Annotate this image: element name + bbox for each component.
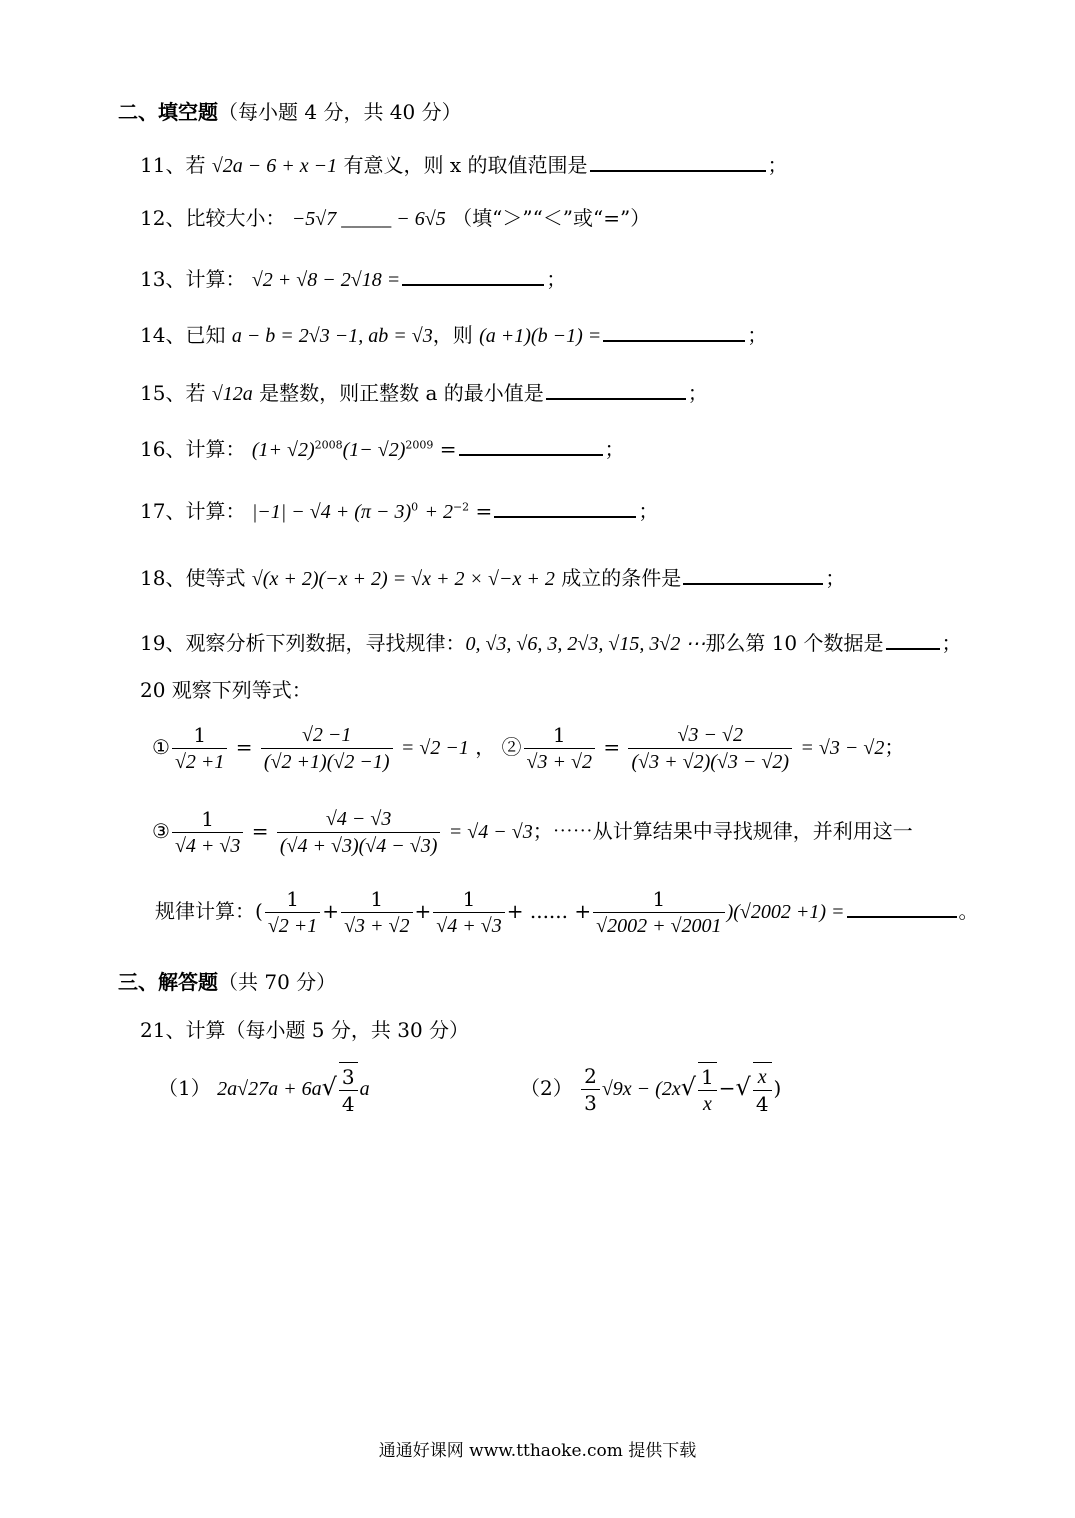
answer-blank[interactable] [459, 436, 603, 456]
numerator: 1 [172, 722, 227, 749]
question-text: （填“＞”“＜”或“=”） [452, 206, 651, 230]
section2-heading [118, 100, 462, 124]
question-18 [140, 565, 845, 591]
part-label: （2） [520, 1076, 573, 1100]
question-20-equations-row2: ③ $\frac{1}{√4 + √3}$ = $\frac{√4 - √3}{(√4 + √3)(√4 - √3)}$ = √4 − √3；⋯⋯从计算结果中寻找规律，并利用这一 [152, 807, 913, 857]
punctuation: ； [767, 153, 788, 177]
answer-blank[interactable] [590, 152, 766, 172]
answer-blank[interactable] [494, 498, 636, 518]
denominator: √4 + √3 [436, 915, 502, 937]
question-20-rule [155, 886, 979, 939]
section2-title: 二、填空题 [118, 100, 218, 124]
equals-sign: = [475, 499, 493, 523]
result: = √4 − √3 [448, 821, 533, 843]
question-text: 有意义，则 x 的取值范围是 [343, 153, 588, 177]
section3-heading [118, 970, 336, 994]
question-text: 若 [185, 153, 206, 177]
page-footer: 通通好课网 www.tthaoke.com 提供下载 [378, 1441, 697, 1461]
fraction [698, 1062, 717, 1117]
question-text: 那么第 10 个数据是 [705, 631, 884, 655]
numerator: 1 [698, 1064, 717, 1091]
fraction [524, 722, 595, 775]
answer-blank[interactable] [683, 565, 823, 585]
equals-sign: = [439, 437, 457, 461]
question-number: 11、 [140, 153, 186, 177]
math-expression: 2a√27a + 6a [217, 1078, 322, 1100]
denominator: √2 +1 [174, 751, 225, 773]
fraction [277, 806, 441, 859]
math-expression: √(x + 2)(−x + 2) = √x + 2 × √−x + 2 [251, 568, 555, 590]
denominator: √2 +1 [267, 915, 318, 937]
fraction [172, 806, 243, 859]
fraction [433, 886, 504, 939]
math-expression: + 2 [424, 501, 453, 523]
question-text: 20 观察下列等式： [140, 678, 312, 702]
fraction [261, 722, 393, 775]
part-label: （1） [158, 1076, 211, 1100]
numerator: 1 [593, 886, 724, 913]
question-number: 13、 [140, 267, 186, 291]
math-expression: √9x − (2x [601, 1078, 681, 1100]
punctuation: ； [638, 499, 659, 523]
question-text: 规律计算： [155, 899, 255, 923]
circled-number: ② [501, 735, 522, 759]
fraction [339, 1062, 358, 1117]
numerator: 1 [524, 722, 595, 749]
question-text: 计算： [185, 499, 246, 523]
denominator: 3 [584, 1091, 597, 1115]
math-expression: (a +1)(b −1) = [479, 325, 602, 347]
question-text: 若 [185, 381, 206, 405]
numerator: 1 [172, 806, 243, 833]
fraction [581, 1063, 600, 1116]
math-expression: √12a [211, 383, 253, 405]
denominator: (√2 +1)(√2 −1) [263, 751, 390, 773]
question-text: 比较大小： [185, 206, 286, 230]
denominator: 4 [341, 1092, 355, 1116]
question-21-part1 [158, 1062, 370, 1117]
question-14 [140, 322, 767, 348]
question-21-part2 [520, 1062, 781, 1117]
section3-note: （共 70 分） [218, 970, 337, 994]
math-expression: (1+ √2) [251, 439, 315, 461]
answer-blank[interactable] [402, 266, 544, 286]
numerator: 1 [265, 886, 320, 913]
question-11 [140, 152, 788, 178]
question-text: 是整数，则正整数 a 的最小值是 [259, 381, 544, 405]
result: = √3 − √2 [800, 737, 885, 759]
question-text: 成立的条件是 [561, 566, 682, 590]
answer-blank[interactable] [546, 380, 686, 400]
fraction [628, 722, 792, 775]
question-text: 使等式 [185, 566, 246, 590]
exponent: 2008 [314, 438, 343, 452]
section3-title: 三、解答题 [118, 970, 218, 994]
fraction [172, 722, 227, 775]
math-expression: √2 + √8 − 2√18 = [251, 269, 401, 291]
punctuation: ； [604, 437, 625, 461]
punctuation: ； [825, 566, 846, 590]
numerator: 3 [339, 1064, 358, 1091]
question-text: ，则 [432, 323, 473, 347]
exponent: 0 [411, 500, 419, 514]
circled-number: ③ [152, 819, 170, 843]
question-number: 16、 [140, 437, 186, 461]
question-15 [140, 380, 708, 406]
punctuation: ； [884, 735, 905, 759]
punctuation: ； [747, 323, 768, 347]
circled-number: ① [152, 735, 170, 759]
punctuation: 。 [958, 899, 979, 923]
question-text: 计算： [185, 437, 246, 461]
plus-sign: + [414, 899, 432, 923]
question-text: 已知 [185, 323, 226, 347]
numerator: 2 [581, 1063, 600, 1090]
sqrt-sign: √ [735, 1073, 751, 1101]
question-20-equations-row1: ① $\frac{1}{√2 +1}$ = $\frac{√2 -1}{(√2 +1)(√2 -1)}$ = √2 −1 ， ② $\frac{1}{√3 + √2}$ = $\frac{√3 - √2}{(√3 + √2)(√3 - √2)}$ = √3 − √2； [152, 723, 905, 773]
fraction [341, 886, 412, 939]
question-number: 18、 [140, 566, 186, 590]
exponent: 2009 [405, 438, 434, 452]
math-expression: |−1| − √4 + (π − 3) [251, 501, 412, 523]
question-13 [140, 266, 566, 292]
fraction [265, 886, 320, 939]
punctuation: ； [941, 631, 962, 655]
result: = √2 −1 [400, 737, 469, 759]
paren: ( [255, 899, 263, 923]
math-expression[interactable]: −5√7 _____ − 6√5 [291, 208, 446, 230]
question-number: 17、 [140, 499, 186, 523]
numerator: √2 −1 [261, 722, 393, 749]
question-20-intro [140, 678, 312, 702]
fraction [593, 886, 724, 939]
question-number: 12、 [140, 206, 186, 230]
numerator: √4 − √3 [277, 806, 441, 833]
numerator: 1 [341, 886, 412, 913]
section2-note: （每小题 4 分，共 40 分） [218, 100, 462, 124]
question-text: 21、计算（每小题 5 分，共 30 分） [140, 1018, 470, 1042]
fraction [753, 1062, 772, 1117]
math-expression: a [359, 1078, 370, 1100]
denominator: √2002 + √2001 [596, 915, 722, 937]
denominator: √3 + √2 [344, 915, 410, 937]
math-expression: (1− √2) [342, 439, 406, 461]
question-19 [140, 630, 962, 656]
question-number: 14、 [140, 323, 186, 347]
exponent: −2 [452, 500, 470, 514]
plus-sign: + [322, 899, 340, 923]
answer-blank[interactable] [847, 898, 957, 918]
denominator: √4 + √3 [174, 835, 241, 857]
question-16 [140, 436, 625, 462]
numerator: x [753, 1064, 772, 1091]
answer-blank[interactable] [603, 322, 745, 342]
paren: ) [773, 1076, 782, 1100]
answer-blank[interactable] [886, 630, 940, 650]
question-number: 19、 [140, 631, 186, 655]
punctuation: ； [546, 267, 567, 291]
denominator: 4 [755, 1092, 769, 1116]
minus-sign: − [718, 1076, 736, 1100]
sqrt-sign: √ [680, 1073, 697, 1101]
question-text: 观察分析下列数据，寻找规律： [185, 631, 466, 655]
question-17 [140, 498, 658, 524]
punctuation: ； [687, 381, 708, 405]
question-21-heading [140, 1018, 469, 1042]
question-text: 计算： [185, 267, 246, 291]
numerator: 1 [433, 886, 504, 913]
question-12 [140, 206, 650, 231]
denominator: (√3 + √2)(√3 − √2) [631, 751, 790, 773]
denominator: √3 + √2 [526, 751, 592, 773]
math-expression: √2a − 6 + x −1 [211, 155, 338, 177]
numerator: √3 − √2 [628, 722, 792, 749]
denominator: (√4 + √3)(√4 − √3) [279, 835, 438, 857]
denominator: x [702, 1093, 712, 1115]
math-expression: a − b = 2√3 −1, ab = √3 [231, 325, 433, 347]
ellipsis: + ...... + [506, 899, 592, 923]
question-number: 15、 [140, 381, 186, 405]
punctuation: ， [475, 735, 496, 759]
sqrt-sign: √ [321, 1073, 337, 1101]
question-text: ；⋯⋯从计算结果中寻找规律，并利用这一 [532, 819, 913, 843]
math-expression: 0, √3, √6, 3, 2√3, √15, 3√2 ⋯ [465, 633, 706, 655]
math-expression: )(√2002 +1) = [726, 901, 845, 923]
